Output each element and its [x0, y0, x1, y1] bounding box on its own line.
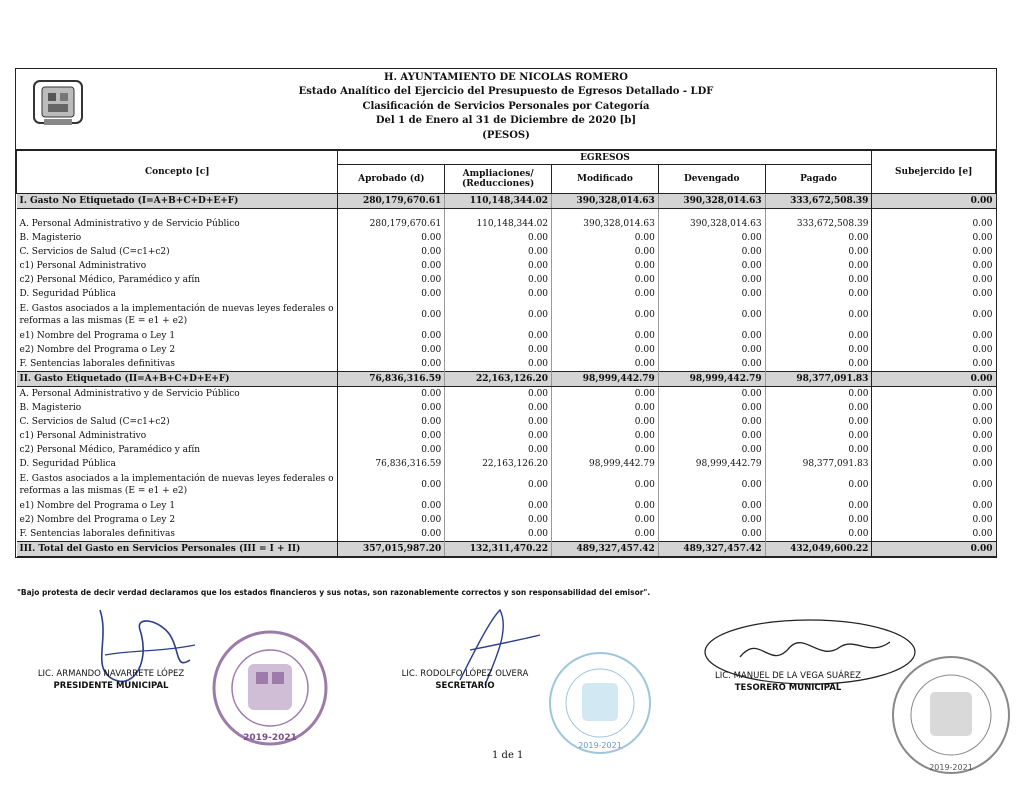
row-ampliaciones: 0.00	[445, 273, 552, 287]
table-row	[17, 329, 996, 343]
row-modificado: 0.00	[552, 471, 659, 499]
row-concepto: III. Total del Gasto en Servicios Personales (III = I + II)	[17, 542, 338, 557]
row-aprobado: 280,179,670.61	[338, 194, 445, 209]
row-subejercido: 0.00	[972, 261, 993, 271]
row-pagado: 0.00	[765, 231, 872, 245]
row-pagado: 0.00	[765, 273, 872, 287]
table-row	[17, 415, 996, 429]
row-devengado: 0.00	[658, 245, 765, 259]
table-row	[17, 499, 996, 513]
row-devengado: 0.00	[658, 273, 765, 287]
row-aprobado: 0.00	[338, 245, 445, 259]
row-modificado: 0.00	[552, 401, 659, 415]
row-modificado: 0.00	[552, 415, 659, 429]
row-aprobado: 0.00	[338, 301, 445, 329]
treasurer-title: TESORERO MUNICIPAL	[734, 683, 842, 693]
row-ampliaciones: 0.00	[445, 401, 552, 415]
row-aprobado: 0.00	[338, 329, 445, 343]
row-concepto: A. Personal Administrativo y de Servicio Público	[17, 387, 338, 402]
budget-table	[16, 150, 996, 557]
row-ampliaciones: 0.00	[445, 471, 552, 499]
row-subejercido: 0.00	[972, 459, 993, 469]
row-ampliaciones: 110,148,344.02	[445, 194, 552, 209]
report-title: Estado Analítico del Ejercicio del Presupuesto de Egresos Detallado - LDF	[298, 86, 714, 98]
row-subejercido: 0.00	[972, 219, 993, 229]
row-aprobado: 0.00	[338, 273, 445, 287]
table-row	[17, 194, 996, 209]
row-ampliaciones: 0.00	[445, 301, 552, 329]
row-devengado: 0.00	[658, 259, 765, 273]
row-concepto: C. Servicios de Salud (C=c1+c2)	[17, 245, 338, 259]
report-period: Del 1 de Enero al 31 de Diciembre de 2020 [b]	[375, 115, 637, 127]
row-aprobado: 0.00	[338, 343, 445, 357]
row-subejercido: 0.00	[972, 480, 993, 490]
row-modificado: 0.00	[552, 329, 659, 343]
row-subejercido: 0.00	[972, 501, 993, 511]
row-devengado: 98,999,442.79	[658, 372, 765, 387]
svg-text:2019-2021: 2019-2021	[243, 733, 297, 743]
row-devengado: 0.00	[658, 401, 765, 415]
row-modificado: 0.00	[552, 387, 659, 402]
row-subejercido: 0.00	[872, 194, 996, 209]
table-row	[17, 343, 996, 357]
ampliaciones-label-2: (Reducciones)	[461, 179, 535, 189]
row-pagado: 0.00	[765, 287, 872, 301]
row-devengado: 0.00	[658, 527, 765, 542]
row-pagado: 0.00	[765, 471, 872, 499]
table-row	[17, 217, 996, 231]
row-aprobado: 0.00	[338, 357, 445, 372]
report-currency: (PESOS)	[482, 129, 530, 141]
row-devengado: 0.00	[658, 387, 765, 402]
row-concepto: F. Sentencias laborales definitivas	[17, 527, 338, 542]
row-ampliaciones: 0.00	[445, 245, 552, 259]
row-concepto: E. Gastos asociados a la implementación de nuevas leyes federales o reformas a las mismas (E = e1 + e2)	[17, 301, 338, 329]
row-ampliaciones: 0.00	[445, 231, 552, 245]
row-ampliaciones: 0.00	[445, 287, 552, 301]
row-modificado: 98,999,442.79	[552, 372, 659, 387]
row-pagado: 0.00	[765, 259, 872, 273]
row-subejercido: 0.00	[872, 372, 996, 387]
row-devengado: 0.00	[658, 329, 765, 343]
row-aprobado: 0.00	[338, 429, 445, 443]
row-devengado: 0.00	[658, 287, 765, 301]
row-concepto: F. Sentencias laborales definitivas	[17, 357, 338, 372]
col-header-subejercido: Subejercido [e]	[872, 151, 996, 194]
row-concepto: E. Gastos asociados a la implementación de nuevas leyes federales o reformas a las mismas (E = e1 + e2)	[17, 471, 338, 499]
row-aprobado: 0.00	[338, 527, 445, 542]
row-modificado: 0.00	[552, 245, 659, 259]
row-modificado: 0.00	[552, 499, 659, 513]
row-subejercido: 0.00	[972, 445, 993, 455]
report-frame	[15, 68, 997, 558]
table-row	[17, 457, 996, 471]
row-modificado: 0.00	[552, 513, 659, 527]
row-devengado: 0.00	[658, 513, 765, 527]
row-pagado: 0.00	[765, 329, 872, 343]
row-modificado: 0.00	[552, 357, 659, 372]
row-pagado: 0.00	[765, 499, 872, 513]
col-header-modificado: Modificado	[552, 165, 659, 194]
row-pagado: 0.00	[765, 357, 872, 372]
row-aprobado: 0.00	[338, 259, 445, 273]
row-devengado: 0.00	[658, 443, 765, 457]
row-modificado: 489,327,457.42	[552, 542, 659, 557]
row-aprobado: 357,015,987.20	[338, 542, 445, 557]
row-aprobado: 0.00	[338, 499, 445, 513]
row-pagado: 0.00	[765, 513, 872, 527]
row-pagado: 0.00	[765, 301, 872, 329]
row-aprobado: 76,836,316.59	[338, 372, 445, 387]
table-row	[17, 301, 996, 329]
row-subejercido: 0.00	[972, 515, 993, 525]
row-modificado: 0.00	[552, 429, 659, 443]
row-concepto: B. Magisterio	[17, 401, 338, 415]
row-aprobado: 0.00	[338, 401, 445, 415]
row-subejercido: 0.00	[972, 359, 993, 369]
row-concepto: e1) Nombre del Programa o Ley 1	[17, 329, 338, 343]
row-pagado: 333,672,508.39	[765, 194, 872, 209]
table-row	[17, 429, 996, 443]
president-title: PRESIDENTE MUNICIPAL	[53, 681, 169, 691]
row-ampliaciones: 0.00	[445, 415, 552, 429]
row-aprobado: 0.00	[338, 415, 445, 429]
row-ampliaciones: 0.00	[445, 429, 552, 443]
row-ampliaciones: 0.00	[445, 329, 552, 343]
row-ampliaciones: 22,163,126.20	[445, 372, 552, 387]
row-pagado: 0.00	[765, 401, 872, 415]
row-concepto: B. Magisterio	[17, 231, 338, 245]
col-header-pagado: Pagado	[765, 165, 872, 194]
row-concepto: c2) Personal Médico, Paramédico y afín	[17, 273, 338, 287]
table-row	[17, 231, 996, 245]
row-ampliaciones: 0.00	[445, 259, 552, 273]
row-concepto: c1) Personal Administrativo	[17, 429, 338, 443]
row-subejercido: 0.00	[972, 529, 993, 539]
entity-title: H. AYUNTAMIENTO DE NICOLAS ROMERO	[384, 72, 628, 83]
row-devengado: 489,327,457.42	[658, 542, 765, 557]
row-modificado: 0.00	[552, 273, 659, 287]
row-subejercido: 0.00	[972, 275, 993, 285]
row-modificado: 0.00	[552, 443, 659, 457]
row-pagado: 333,672,508.39	[765, 217, 872, 231]
row-ampliaciones: 0.00	[445, 527, 552, 542]
row-modificado: 390,328,014.63	[552, 194, 659, 209]
row-subejercido: 0.00	[972, 310, 993, 320]
row-pagado: 98,377,091.83	[765, 457, 872, 471]
treasurer-name: LIC. MANUEL DE LA VEGA SUÁREZ	[714, 671, 861, 681]
row-subejercido: 0.00	[972, 289, 993, 299]
presidency-stamp-icon	[210, 628, 330, 748]
row-aprobado: 76,836,316.59	[338, 457, 445, 471]
row-ampliaciones: 0.00	[445, 513, 552, 527]
row-devengado: 0.00	[658, 429, 765, 443]
president-signature-block	[26, 668, 196, 692]
row-pagado: 0.00	[765, 443, 872, 457]
table-row	[17, 387, 996, 402]
row-ampliaciones: 0.00	[445, 343, 552, 357]
row-aprobado: 0.00	[338, 471, 445, 499]
row-ampliaciones: 22,163,126.20	[445, 457, 552, 471]
row-devengado: 0.00	[658, 415, 765, 429]
secretary-title: SECRETARIO	[435, 681, 495, 691]
row-pagado: 98,377,091.83	[765, 372, 872, 387]
row-subejercido: 0.00	[972, 331, 993, 341]
row-modificado: 0.00	[552, 301, 659, 329]
page-number: 1 de 1	[492, 750, 524, 761]
table-row	[17, 471, 996, 499]
row-pagado: 0.00	[765, 387, 872, 402]
row-concepto: e1) Nombre del Programa o Ley 1	[17, 499, 338, 513]
row-pagado: 0.00	[765, 245, 872, 259]
row-concepto: c1) Personal Administrativo	[17, 259, 338, 273]
row-pagado: 432,049,600.22	[765, 542, 872, 557]
treasurer-signature-block	[698, 670, 878, 694]
row-concepto: D. Seguridad Pública	[17, 287, 338, 301]
table-row	[17, 273, 996, 287]
row-pagado: 0.00	[765, 415, 872, 429]
row-concepto: D. Seguridad Pública	[17, 457, 338, 471]
table-row	[17, 513, 996, 527]
svg-text:2019-2021: 2019-2021	[578, 741, 622, 750]
secretary-signature-block	[385, 668, 545, 692]
row-devengado: 0.00	[658, 231, 765, 245]
row-ampliaciones: 132,311,470.22	[445, 542, 552, 557]
table-row	[17, 357, 996, 372]
row-modificado: 0.00	[552, 343, 659, 357]
table-row	[17, 287, 996, 301]
row-aprobado: 0.00	[338, 231, 445, 245]
table-row	[17, 401, 996, 415]
row-subejercido: 0.00	[972, 389, 993, 399]
row-subejercido: 0.00	[972, 417, 993, 427]
row-devengado: 0.00	[658, 499, 765, 513]
secretary-stamp-icon	[545, 648, 655, 758]
row-concepto: C. Servicios de Salud (C=c1+c2)	[17, 415, 338, 429]
svg-text:2019-2021: 2019-2021	[929, 763, 973, 772]
row-subejercido: 0.00	[972, 431, 993, 441]
row-modificado: 0.00	[552, 231, 659, 245]
row-modificado: 98,999,442.79	[552, 457, 659, 471]
row-concepto: A. Personal Administrativo y de Servicio Público	[17, 217, 338, 231]
row-subejercido: 0.00	[972, 403, 993, 413]
col-header-ampliaciones	[445, 165, 552, 194]
row-concepto: e2) Nombre del Programa o Ley 2	[17, 513, 338, 527]
row-pagado: 0.00	[765, 429, 872, 443]
row-pagado: 0.00	[765, 527, 872, 542]
row-aprobado: 0.00	[338, 287, 445, 301]
col-header-egresos: EGRESOS	[338, 151, 872, 165]
row-concepto: II. Gasto Etiquetado (II=A+B+C+D+E+F)	[17, 372, 338, 387]
ampliaciones-label-1: Ampliaciones/	[462, 169, 534, 179]
row-modificado: 0.00	[552, 259, 659, 273]
row-subejercido: 0.00	[872, 542, 996, 557]
row-modificado: 0.00	[552, 527, 659, 542]
report-header	[16, 69, 996, 150]
row-ampliaciones: 0.00	[445, 443, 552, 457]
secretary-name: LIC. RODOLFO LÓPEZ OLVERA	[401, 669, 529, 679]
report-subtitle: Clasificación de Servicios Personales por Categoría	[362, 100, 650, 112]
row-devengado: 0.00	[658, 301, 765, 329]
row-devengado: 0.00	[658, 471, 765, 499]
col-header-aprobado: Aprobado (d)	[338, 165, 445, 194]
president-name: LIC. ARMANDO NAVARRETE LÓPEZ	[37, 669, 185, 679]
row-aprobado: 0.00	[338, 387, 445, 402]
row-devengado: 390,328,014.63	[658, 217, 765, 231]
table-row	[17, 527, 996, 542]
row-concepto: c2) Personal Médico, Paramédico y afín	[17, 443, 338, 457]
table-row	[17, 372, 996, 387]
table-row	[17, 245, 996, 259]
row-devengado: 0.00	[658, 343, 765, 357]
row-concepto: e2) Nombre del Programa o Ley 2	[17, 343, 338, 357]
col-header-devengado: Devengado	[658, 165, 765, 194]
row-subejercido: 0.00	[972, 345, 993, 355]
row-modificado: 0.00	[552, 287, 659, 301]
table-row	[17, 542, 996, 557]
row-ampliaciones: 0.00	[445, 357, 552, 372]
row-subejercido: 0.00	[972, 233, 993, 243]
spacer-row	[17, 209, 996, 218]
row-pagado: 0.00	[765, 343, 872, 357]
declaration-footnote: "Bajo protesta de decir verdad declaramos que los estados financieros y sus notas, son razonablemente correctos y son responsabilidad del emisor".	[17, 588, 651, 597]
col-header-concepto: Concepto [c]	[17, 151, 338, 194]
row-concepto: I. Gasto No Etiquetado (I=A+B+C+D+E+F)	[17, 194, 338, 209]
table-row	[17, 259, 996, 273]
row-aprobado: 280,179,670.61	[338, 217, 445, 231]
row-ampliaciones: 0.00	[445, 387, 552, 402]
row-ampliaciones: 0.00	[445, 499, 552, 513]
row-devengado: 98,999,442.79	[658, 457, 765, 471]
row-devengado: 390,328,014.63	[658, 194, 765, 209]
table-row	[17, 443, 996, 457]
row-devengado: 0.00	[658, 357, 765, 372]
row-ampliaciones: 110,148,344.02	[445, 217, 552, 231]
row-aprobado: 0.00	[338, 513, 445, 527]
row-subejercido: 0.00	[972, 247, 993, 257]
row-aprobado: 0.00	[338, 443, 445, 457]
row-modificado: 390,328,014.63	[552, 217, 659, 231]
